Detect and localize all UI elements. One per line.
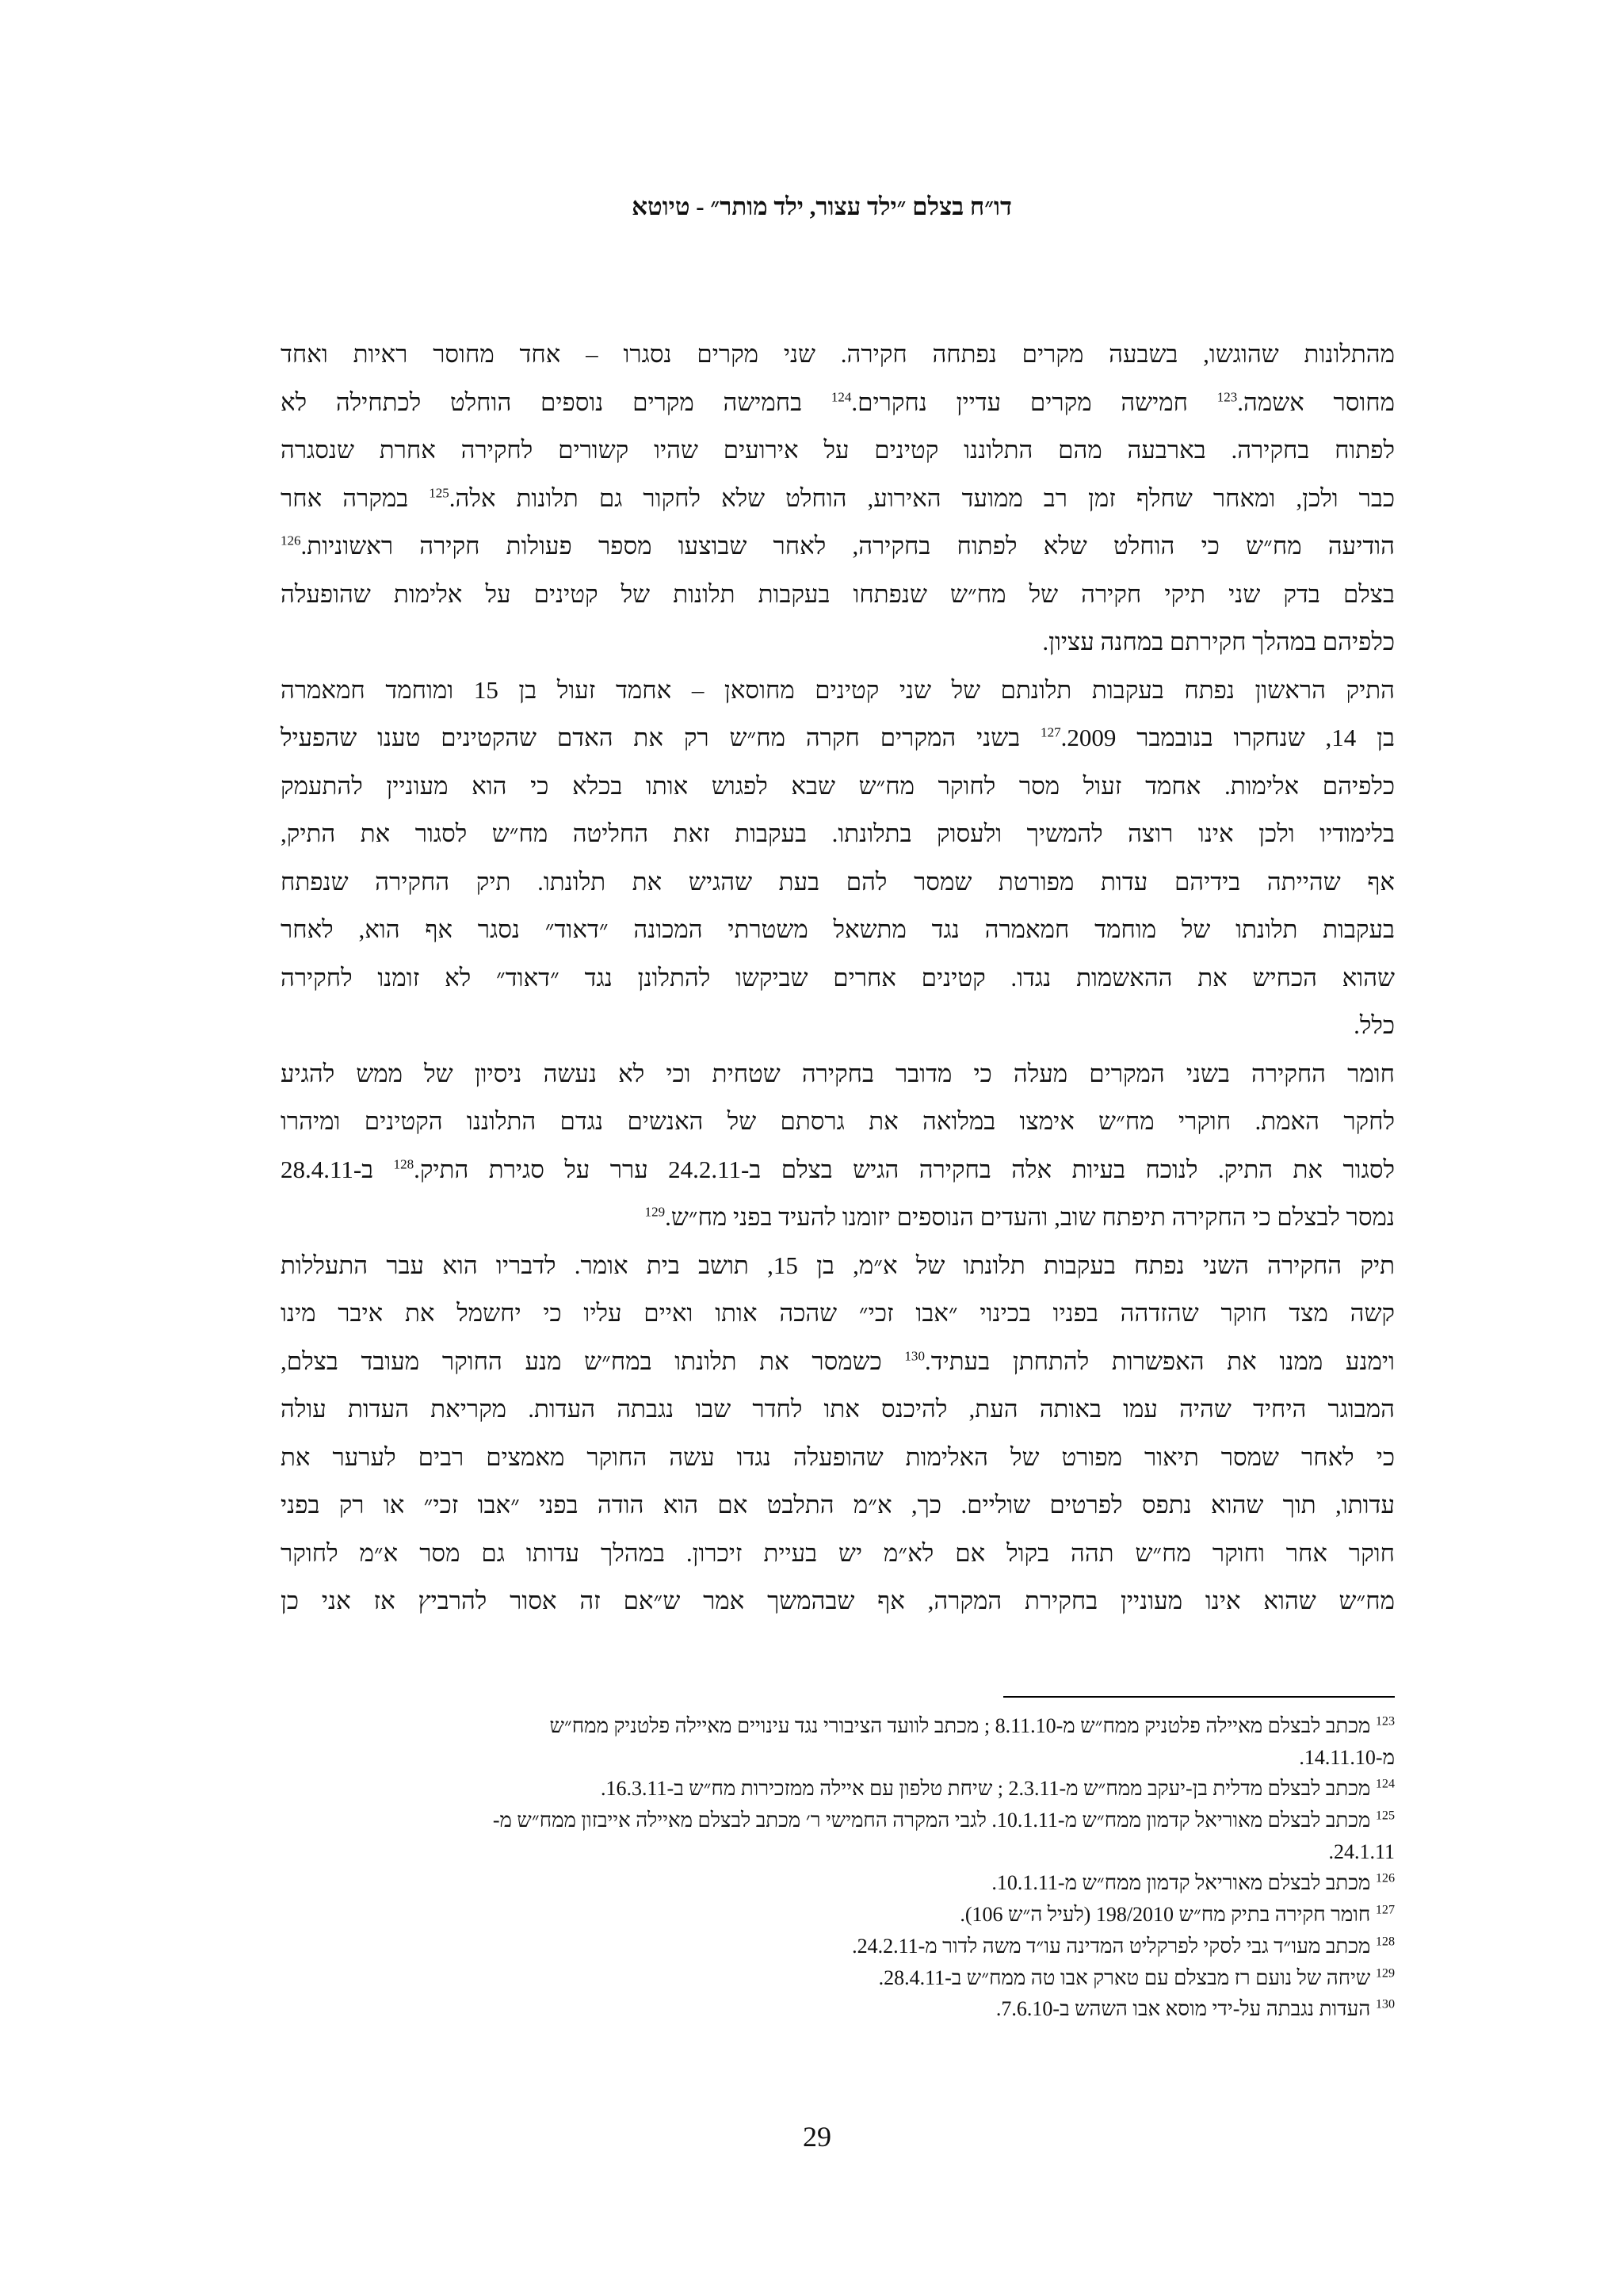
text-segment: בלימודיו ולכן אינו רוצה להמשיך ולעסוק בתלונתו. בעקבות זאת החליטה מח״ש לסגור את התיק, [281, 819, 1395, 847]
footnote [206, 1931, 1395, 1962]
text-line [281, 522, 1395, 571]
text-segment: וימנע ממנו את האפשרות להתחתן בעתיד. [924, 1347, 1395, 1375]
text-line [281, 954, 1395, 1003]
footnote-text: מ-14.11.10. [1299, 1745, 1395, 1769]
text-segment: מחוסר אשמה. [1237, 388, 1396, 416]
paragraph [281, 667, 1395, 1050]
footnote-text: מכתב לבצלם מאוריאל קדמון ממח״ש מ-10.1.11. [991, 1871, 1371, 1895]
footnote-number: 127 [1375, 1903, 1395, 1917]
paragraph [281, 330, 1395, 667]
footnote [206, 1805, 1395, 1867]
text-line [281, 618, 1395, 667]
footnote-ref: 127 [1041, 724, 1061, 740]
footnote-number: 125 [1375, 1809, 1395, 1823]
page-title: דו״ח בצלם ״ילד עצור, ילד מותר״ - טיוטא [632, 193, 1012, 220]
footnote [206, 1962, 1395, 1994]
text-segment: כלל. [1354, 1011, 1395, 1039]
footnote [206, 1773, 1395, 1805]
footnote-ref: 125 [429, 485, 449, 501]
text-line [281, 426, 1395, 475]
text-segment: עדותו, תוך שהוא נתפס לפרטים שוליים. כך, א״מ התלבט אם הוא הודה בפני ״אבו זכי״ או רק בפני [281, 1491, 1395, 1519]
footnote-number: 124 [1375, 1777, 1395, 1791]
footnote-number: 128 [1375, 1935, 1395, 1949]
text-line [281, 1385, 1395, 1434]
text-line [281, 667, 1395, 715]
footnote-text: 24.1.11. [1328, 1839, 1395, 1863]
text-line [281, 379, 1395, 427]
text-segment: הודיעה מח״ש כי הוחלט שלא לפתוח בחקירה, לאחר שבוצעו מספר פעולות חקירה ראשוניות. [300, 532, 1395, 560]
text-line [281, 1481, 1395, 1530]
text-line [281, 1242, 1395, 1290]
footnote-number: 123 [1375, 1714, 1395, 1729]
footnote-ref: 130 [904, 1348, 925, 1364]
footnote-text: מכתב לבצלם מדלית בן-יעקב ממח״ש מ-2.3.11 ; שיחת טלפון עם איילה ממזכירות מח״ש ב-16.3.11. [601, 1777, 1371, 1801]
text-segment: חמישה מקרים עדיין נחקרים. [851, 388, 1217, 416]
footnote-ref: 128 [393, 1156, 414, 1172]
footnote-text: מכתב לבצלם מאיילה פלטניק ממח״ש מ-8.11.10 ; מכתב לוועד הציבורי נגד עינויים מאיילה פלטניק ממח״ש [549, 1714, 1371, 1737]
text-segment: בצלם בדק שני תיקי חקירה של מח״ש שנפתחו בעקבות תלונות של קטינים על אלימות שהופעלה [281, 579, 1395, 608]
footnote-ref: 129 [644, 1204, 666, 1220]
footnote-text: שיחה של נועם רז מבצלם עם טארק אבו טה ממח״ש ב-28.4.11. [878, 1966, 1371, 1989]
footnote [206, 1993, 1395, 2025]
text-line [281, 571, 1395, 619]
footnote [206, 1899, 1395, 1931]
text-segment: בעקבות תלונתו של מוחמד חמאמרה נגד מתשאל משטרתי המכונה ״דאוד״ נסגר אף הוא, לאחר [281, 915, 1395, 943]
text-segment: קשה מצד חוקר שהזדהה בפניו בכינוי ״אבו זכי״ שהכה אותו ואיים עליו כי יחשמל את איבר מינו [281, 1299, 1395, 1327]
text-line [281, 1289, 1395, 1338]
text-segment: כלפיהם אלימות. אחמד זעול מסר לחוקר מח״ש שבא לפגוש אותו בכלא כי הוא מעוניין להתעמק [281, 771, 1395, 800]
text-line [281, 1050, 1395, 1098]
footnote-number: 126 [1375, 1871, 1395, 1885]
text-segment: בשני המקרים חקרה מח״ש רק את האדם שהקטינים טענו שהפעיל [281, 724, 1041, 751]
text-line [281, 714, 1395, 762]
text-segment: נמסר לבצלם כי החקירה תיפתח שוב, והעדים הנוספים יזומנו להעיד בפני מח״ש. [665, 1203, 1395, 1231]
text-segment: חוקר אחר וחוקר מח״ש תהה בקול אם לא״מ יש בעיית זיכרון. במהלך עדותו גם מסר א״מ לחוקר [281, 1538, 1395, 1567]
text-segment: כשמסר את תלונתו במח״ש מנע החוקר מעובד בצלם, [281, 1347, 905, 1375]
footnote-number: 129 [1375, 1966, 1395, 1980]
footnote-text: העדות נגבתה על-ידי מוסא אבו השהש ב-7.6.10. [995, 1997, 1371, 2021]
document-body [281, 330, 1395, 1626]
text-segment: תיק החקירה השני נפתח בעקבות תלונתו של א״מ, בן 15, תושב בית אומר. לדבריו הוא עבר התעללות [281, 1251, 1395, 1279]
text-line [281, 906, 1395, 954]
footnote-text: מכתב לבצלם מאוריאל קדמון ממח״ש מ-10.1.11. לגבי המקרה החמישי ר׳ מכתב לבצלם מאיילה אייבזון ממח״ש מ- [492, 1809, 1371, 1832]
footnote [206, 1710, 1395, 1773]
text-segment: המבוגר היחיד שהיה עמו באותה העת, להיכנס אתו לחדר שבו נגבתה העדות. מקריאת העדות עולה [281, 1395, 1395, 1423]
text-line [281, 1434, 1395, 1482]
footnote-text: מכתב מעו״ד גבי לסקי לפרקליט המדינה עו״ד משה לדור מ-24.2.11. [852, 1934, 1371, 1958]
text-segment: כבר ולכן, ומאחר שחלף זמן רב ממועד האירוע, הוחלט שלא לחקור גם תלונות אלה. [449, 483, 1395, 512]
text-segment: בחמישה מקרים נוספים הוחלט לכתחילה לא [281, 388, 831, 416]
text-segment: מהתלונות שהוגשו, בשבעה מקרים נפתחה חקירה. שני מקרים נסגרו – אחד מחוסר ראיות ואחד [281, 340, 1395, 368]
footnote-text: חומר חקירה בתיק מח״ש 198/2010 (לעיל ה״ש 106). [960, 1903, 1371, 1927]
text-segment: חומר החקירה בשני המקרים מעלה כי מדובר בחקירה שטחית וכי לא נעשה ניסיון של ממש להגיע [281, 1059, 1395, 1087]
text-line [281, 475, 1395, 523]
footnote-number: 130 [1375, 1997, 1395, 2011]
text-line [281, 1002, 1395, 1050]
paragraph [281, 1050, 1395, 1242]
text-segment: אף שהייתה בידיהם עדות מפורטת שמסר להם בעת שהגיש את תלונתו. תיק החקירה שנפתח [281, 867, 1395, 896]
footnote-ref: 126 [281, 533, 301, 548]
footnotes-section [206, 1710, 1395, 2025]
text-line [281, 330, 1395, 379]
paragraph [281, 1242, 1395, 1626]
text-segment: התיק הראשון נפתח בעקבות תלונתם של שני קטינים מחוסאן – אחמד זעול בן 15 ומוחמד חמאמרה [281, 675, 1395, 704]
text-line [281, 858, 1395, 907]
text-line [281, 1098, 1395, 1146]
footnote-line [206, 1867, 1395, 1899]
text-segment: שהוא הכחיש את ההאשמות נגדו. קטינים אחרים שביקשו להתלונן נגד ״דאוד״ לא זומנו לחקירה [281, 963, 1395, 991]
page-number: 29 [803, 2121, 831, 2153]
text-line [281, 1194, 1395, 1242]
text-segment: לפתוח בחקירה. בארבעה מהם התלוננו קטינים על אירועים שהיו קשורים לחקירה אחרת שנסגרה [281, 436, 1395, 464]
text-segment: מח״ש שהוא אינו מעוניין בחקירת המקרה, אף שבהמשך אמר ש״אם זה אסור להרביץ אז אני כן [281, 1587, 1395, 1614]
footnote-line [206, 1899, 1395, 1931]
text-segment: ב-28.4.11 [281, 1155, 394, 1183]
footnote-line [206, 1962, 1395, 1994]
footnote-ref: 123 [1216, 389, 1238, 405]
footnote-line [206, 1836, 1395, 1868]
text-line [281, 1530, 1395, 1578]
text-segment: לחקר האמת. חוקרי מח״ש אימצו במלואה את גרסתם של האנשים נגדם התלוננו הקטינים ומיהרו [281, 1107, 1395, 1135]
text-segment: בן 14, שנחקרו בנובמבר 2009. [1060, 724, 1395, 751]
text-line [281, 1577, 1395, 1626]
footnote-line [206, 1773, 1395, 1805]
footnote-line [206, 1993, 1395, 2025]
text-line [281, 1146, 1395, 1194]
text-segment: כלפיהם במהלך חקירתם במחנה עציון. [1042, 628, 1395, 655]
text-line [281, 810, 1395, 858]
footnote-line [206, 1805, 1395, 1836]
footnote-ref: 124 [831, 389, 852, 405]
text-segment: במקרה אחר [281, 483, 430, 512]
footnote-line [206, 1931, 1395, 1962]
text-segment: לסגור את התיק. לנוכח בעיות אלה בחקירה הגיש בצלם ב-24.2.11 ערר על סגירת התיק. [414, 1155, 1395, 1183]
footnote [206, 1867, 1395, 1899]
text-segment: כי לאחר שמסר תיאור מפורט של האלימות שהופעלה נגדו עשה החוקר מאמצים רבים לערער את [281, 1442, 1395, 1471]
footnote-line [206, 1742, 1395, 1774]
text-line [281, 762, 1395, 811]
footnote-separator [1003, 1696, 1395, 1698]
footnote-line [206, 1710, 1395, 1742]
text-line [281, 1338, 1395, 1386]
